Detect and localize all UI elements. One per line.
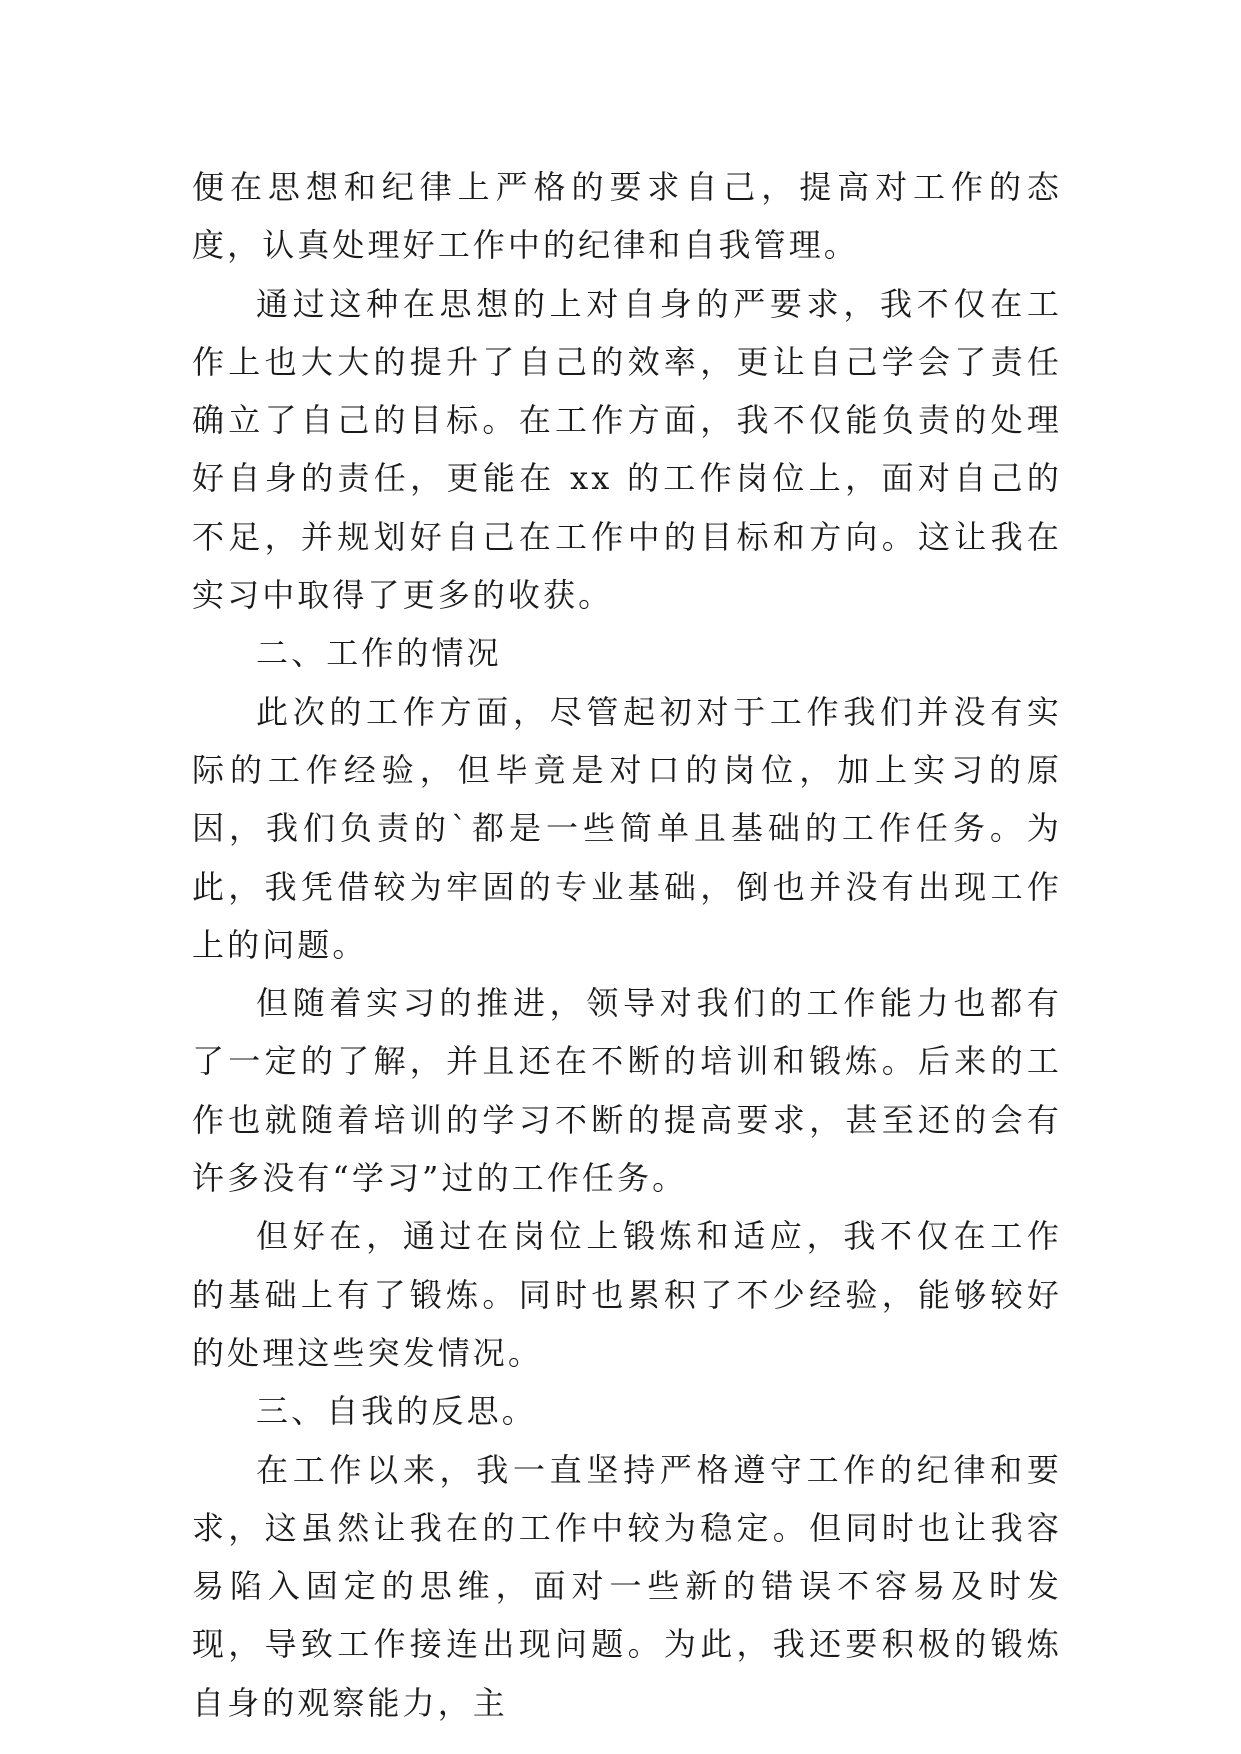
paragraph-2: 通过这种在思想的上对自身的严要求，我不仅在工作上也大大的提升了自己的效率，更让自己学会了责任确立了自己的目标。在工作方面，我不仅能负责的处理好自身的责任，更能在 xx 的工作岗位上，面对自己的不足，并规划好自己在工作中的目标和方向。这让我在实习中取得了更多的收获。 (192, 284, 1062, 615)
paragraph-1: 便在思想和纪律上严格的要求自己，提高对工作的态度，认真处理好工作中的纪律和自我管理。 (192, 168, 1062, 265)
paragraph-6: 在工作以来，我一直坚持严格遵守工作的纪律和要求，这虽然让我在的工作中较为稳定。但同时也让我容易陷入固定的思维，面对一些新的错误不容易及时发现，导致工作接连出现问题。为此，我还要积极的锻炼自身的观察能力，主 (192, 1450, 1062, 1722)
section-heading-self-reflection: 三、自我的反思。 (256, 1392, 537, 1431)
section-heading-work-situation: 二、工作的情况 (256, 634, 502, 673)
paragraph-3: 此次的工作方面，尽管起初对于工作我们并没有实际的工作经验，但毕竟是对口的岗位，加上实习的原因，我们负责的`都是一些简单且基础的工作任务。为此，我凭借较为牢固的专业基础，倒也并没有出现工作上的问题。 (192, 692, 1062, 964)
document-body (192, 158, 1062, 1732)
paragraph-5: 但好在，通过在岗位上锻炼和适应，我不仅在工作的基础上有了锻炼。同时也累积了不少经验，能够较好的处理这些突发情况。 (192, 1217, 1062, 1372)
paragraph-4: 但随着实习的推进，领导对我们的工作能力也都有了一定的了解，并且还在不断的培训和锻炼。后来的工作也就随着培训的学习不断的提高要求，甚至还的会有许多没有“学习”过的工作任务。 (192, 984, 1062, 1198)
